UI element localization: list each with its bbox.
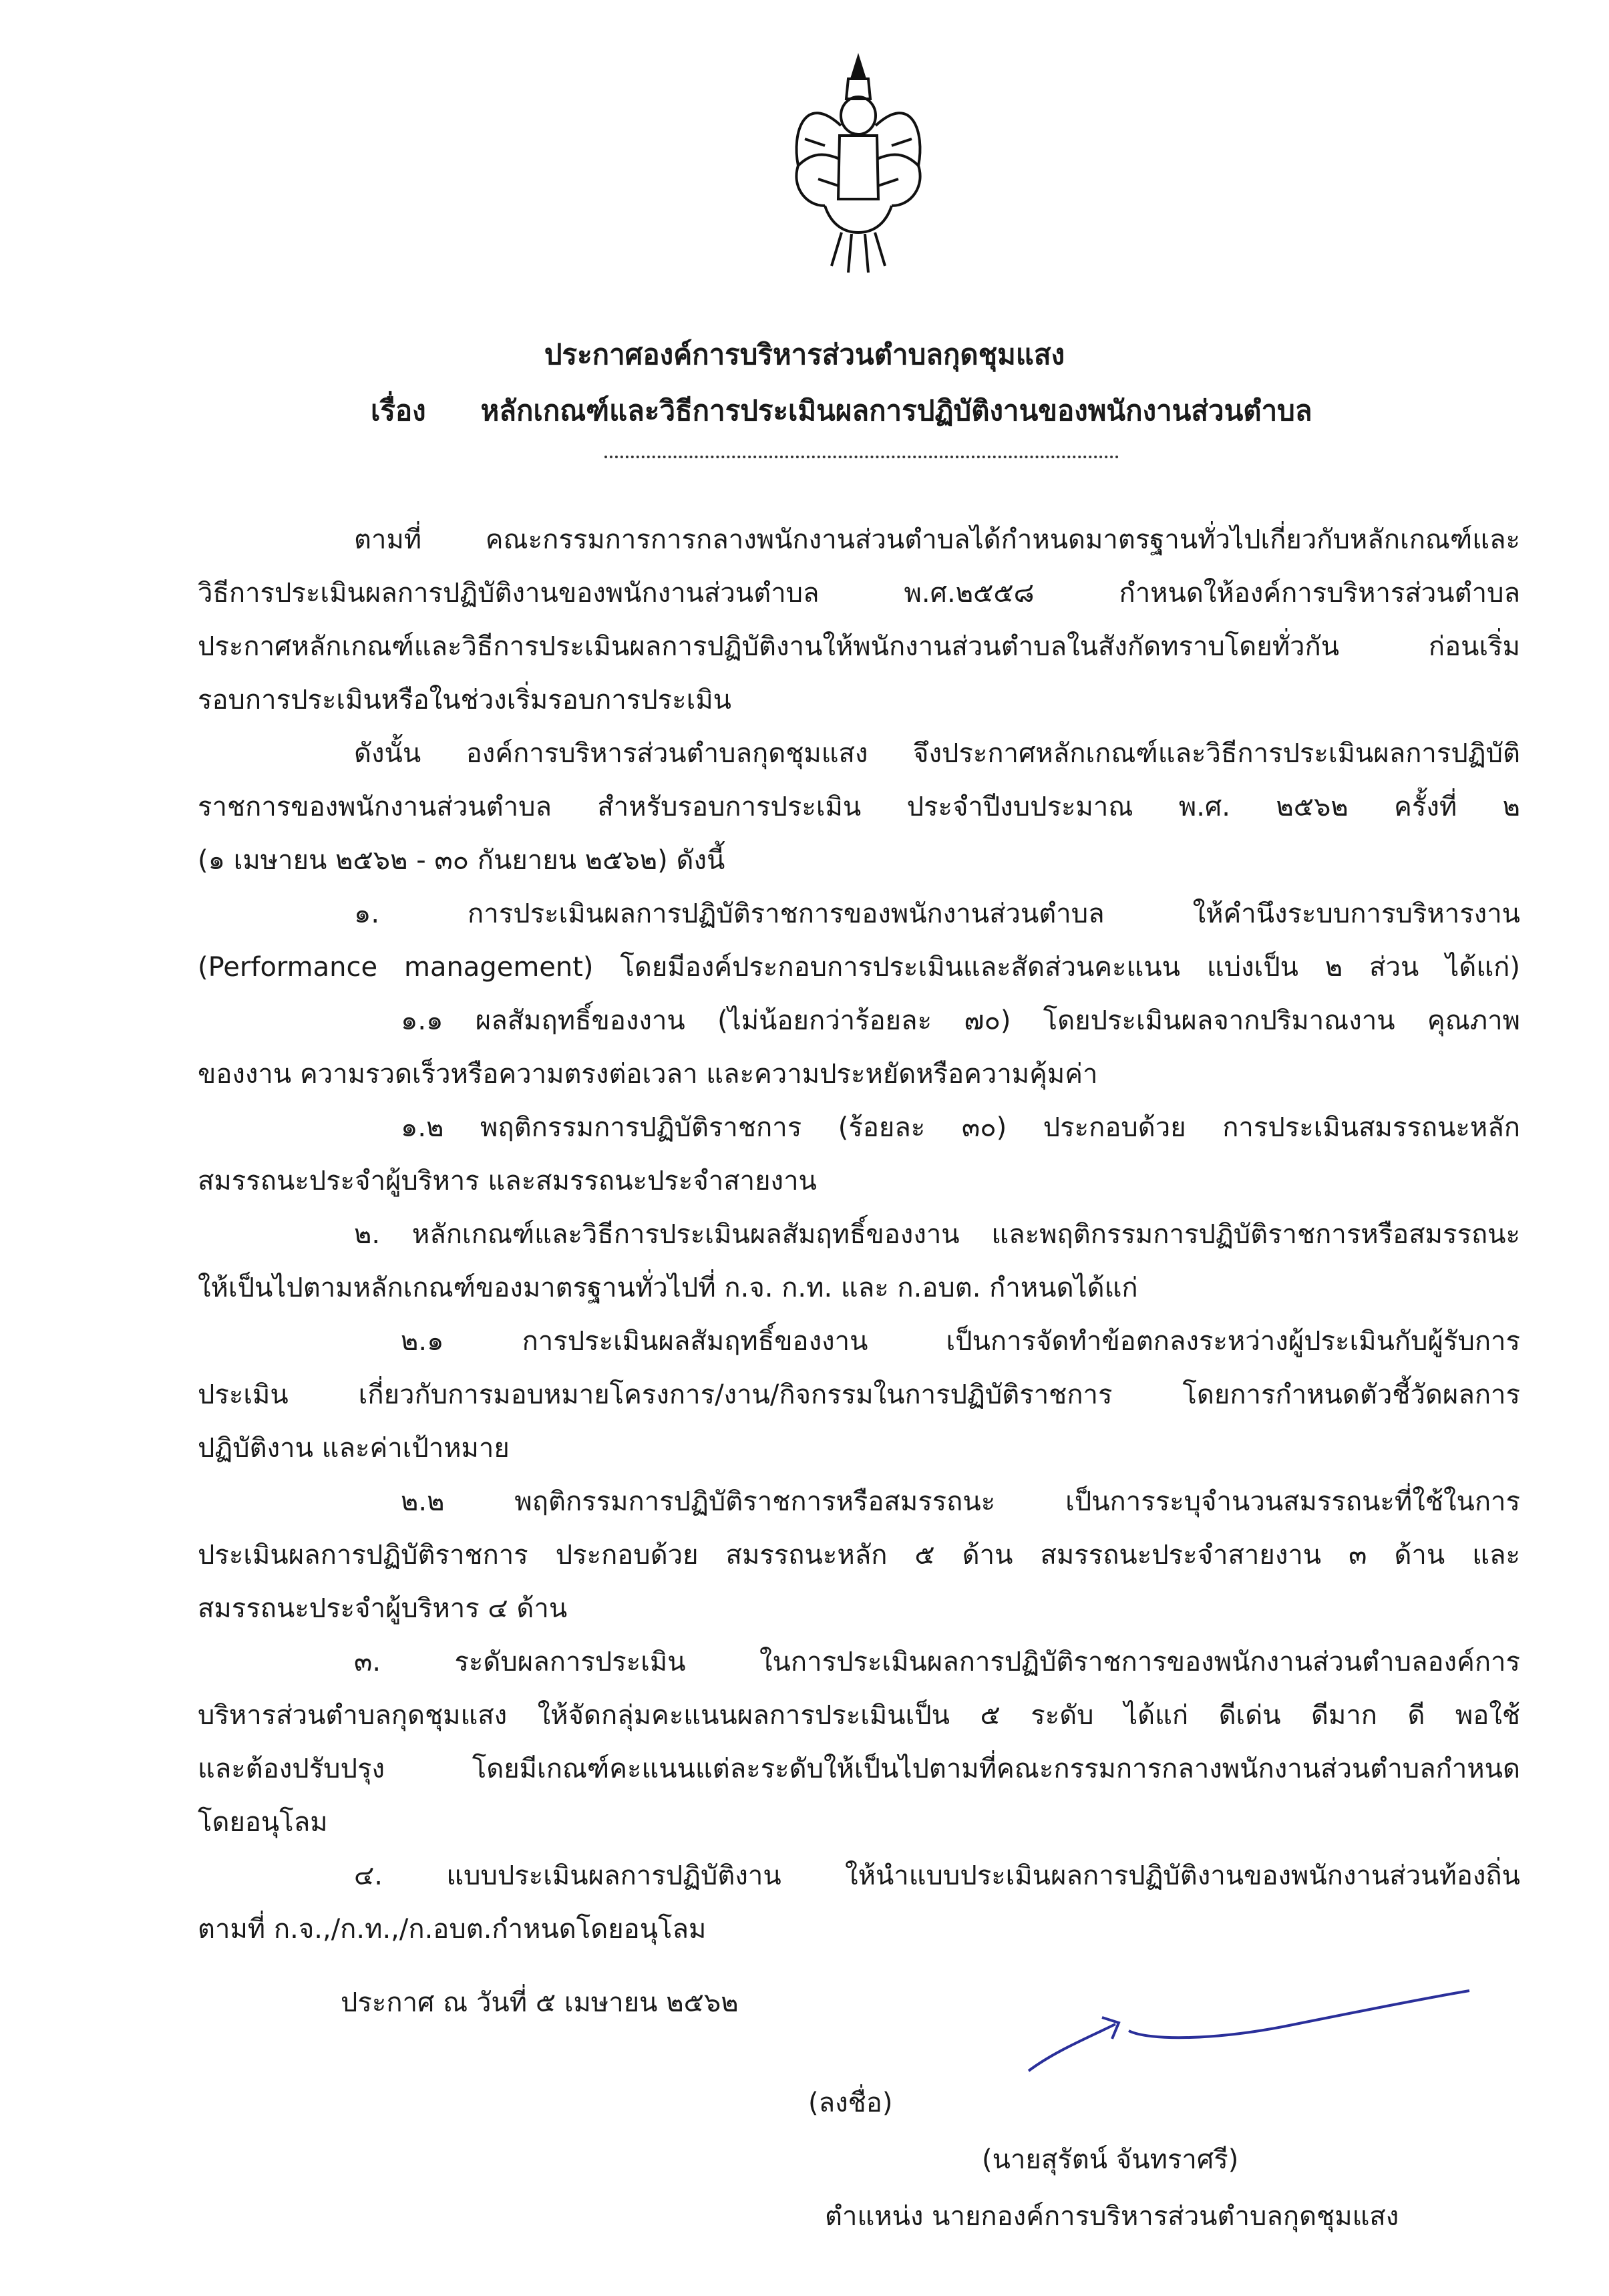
body-line: วิธีการประเมินผลการปฏิบัติงานของพนักงานส่วนตำบล พ.ศ.๒๕๕๘ กำหนดให้องค์การบริหารส่วนตำบล	[198, 578, 1520, 609]
body-line: ให้เป็นไปตามหลักเกณฑ์ของมาตรฐานทั่วไปที่ ก.จ. ก.ท. และ ก.อบต. กำหนดได้แก่	[198, 1273, 1138, 1303]
body-line: ๓. ระดับผลการประเมิน ในการประเมินผลการปฏิบัติราชการของพนักงานส่วนตำบลองค์การ	[354, 1647, 1520, 1677]
body-line: บริหารส่วนตำบลกุดชุมแสง ให้จัดกลุ่มคะแนนผลการประเมินเป็น ๕ ระดับ ได้แก่ ดีเด่น ดีมาก ดี พอใช้	[198, 1700, 1520, 1731]
body-line: ตามที่ คณะกรรมการการกลางพนักงานส่วนตำบลได้กำหนดมาตรฐานทั่วไปเกี่ยวกับหลักเกณฑ์และ	[354, 524, 1520, 555]
signer-position: ตำแหน่ง นายกองค์การบริหารส่วนตำบลกุดชุมแสง	[825, 2201, 1399, 2232]
body-line: ๑. การประเมินผลการปฏิบัติราชการของพนักงานส่วนตำบล ให้คำนึงระบบการบริหารงาน	[354, 898, 1520, 929]
dotted-divider	[604, 456, 1119, 458]
body-line: (๑ เมษายน ๒๕๖๒ - ๓๐ กันยายน ๒๕๖๒) ดังนี้	[198, 845, 725, 876]
page-title: ประกาศองค์การบริหารส่วนตำบลกุดชุมแสง	[544, 338, 1065, 371]
garuda-emblem-icon	[778, 52, 938, 286]
body-line: ประเมินผลการปฏิบัติราชการ ประกอบด้วย สมรรถนะหลัก ๕ ด้าน สมรรถนะประจำสายงาน ๓ ด้าน และ	[198, 1540, 1520, 1571]
body-line: ๑.๑ ผลสัมฤทธิ์ของงาน (ไม่น้อยกว่าร้อยละ ๗๐) โดยประเมินผลจากปริมาณงาน คุณภาพ	[401, 1005, 1520, 1036]
body-line: สมรรถนะประจำผู้บริหาร ๔ ด้าน	[198, 1593, 568, 1624]
body-line: ๒.๑ การประเมินผลสัมฤทธิ์ของงาน เป็นการจัดทำข้อตกลงระหว่างผู้ประเมินกับผู้รับการ	[401, 1326, 1520, 1357]
body-line: ๒.๒ พฤติกรรมการปฏิบัติราชการหรือสมรรถนะ เป็นการระบุจำนวนสมรรถนะที่ใช้ในการ	[401, 1486, 1520, 1517]
announce-date: ประกาศ ณ วันที่ ๕ เมษายน ๒๕๖๒	[341, 1987, 739, 2018]
signer-name: (นายสุรัตน์ จันทราศรี)	[982, 2144, 1239, 2175]
body-line: (Performance management) โดยมีองค์ประกอบการประเมินและสัดส่วนคะแนน แบ่งเป็น ๒ ส่วน ได้แก่)	[198, 952, 1520, 983]
subject-label: เรื่อง	[371, 394, 426, 427]
body-line: ของงาน ความรวดเร็วหรือความตรงต่อเวลา และความประหยัดหรือความคุ้มค่า	[198, 1059, 1098, 1090]
body-line: ๒. หลักเกณฑ์และวิธีการประเมินผลสัมฤทธิ์ของงาน และพฤติกรรมการปฏิบัติราชการหรือสมรรถนะ	[354, 1219, 1520, 1250]
sign-label: (ลงชื่อ)	[808, 2088, 893, 2118]
body-line: ประเมิน เกี่ยวกับการมอบหมายโครงการ/งาน/กิจกรรมในการปฏิบัติราชการ โดยการกำหนดตัวชี้วัดผลการ	[198, 1379, 1520, 1410]
body-line: รอบการประเมินหรือในช่วงเริ่มรอบการประเมิน	[198, 685, 732, 715]
body-line: ราชการของพนักงานส่วนตำบล สำหรับรอบการประเมิน ประจำปีงบประมาณ พ.ศ. ๒๕๖๒ ครั้งที่ ๒	[198, 792, 1520, 822]
body-line: และต้องปรับปรุง โดยมีเกณฑ์คะแนนแต่ละระดับให้เป็นไปตามที่คณะกรรมการกลางพนักงานส่วนตำบลกำหนด	[198, 1754, 1520, 1784]
body-line: ประกาศหลักเกณฑ์และวิธีการประเมินผลการปฏิบัติงานให้พนักงานส่วนตำบลในสังกัดทราบโดยทั่วกัน ก่อนเริ่ม	[198, 631, 1520, 662]
body-line: สมรรถนะประจำผู้บริหาร และสมรรถนะประจำสายงาน	[198, 1166, 817, 1196]
body-line: ตามที่ ก.จ.,/ก.ท.,/ก.อบต.กำหนดโดยอนุโลม	[198, 1914, 707, 1945]
body-line: โดยอนุโลม	[198, 1807, 328, 1838]
body-line: ๔. แบบประเมินผลการปฏิบัติงาน ให้นำแบบประเมินผลการปฏิบัติงานของพนักงานส่วนท้องถิ่น	[354, 1860, 1520, 1891]
subject-line	[371, 389, 1312, 433]
body-line: ๑.๒ พฤติกรรมการปฏิบัติราชการ (ร้อยละ ๓๐) ประกอบด้วย การประเมินสมรรถนะหลัก	[401, 1112, 1520, 1143]
body-line: ปฏิบัติงาน และค่าเป้าหมาย	[198, 1433, 510, 1464]
subject-text: หลักเกณฑ์และวิธีการประเมินผลการปฏิบัติงานของพนักงานส่วนตำบล	[480, 394, 1312, 427]
signature-icon	[1015, 1977, 1483, 2084]
body-line: ดังนั้น องค์การบริหารส่วนตำบลกุดชุมแสง จึงประกาศหลักเกณฑ์และวิธีการประเมินผลการปฏิบัติ	[354, 738, 1520, 769]
